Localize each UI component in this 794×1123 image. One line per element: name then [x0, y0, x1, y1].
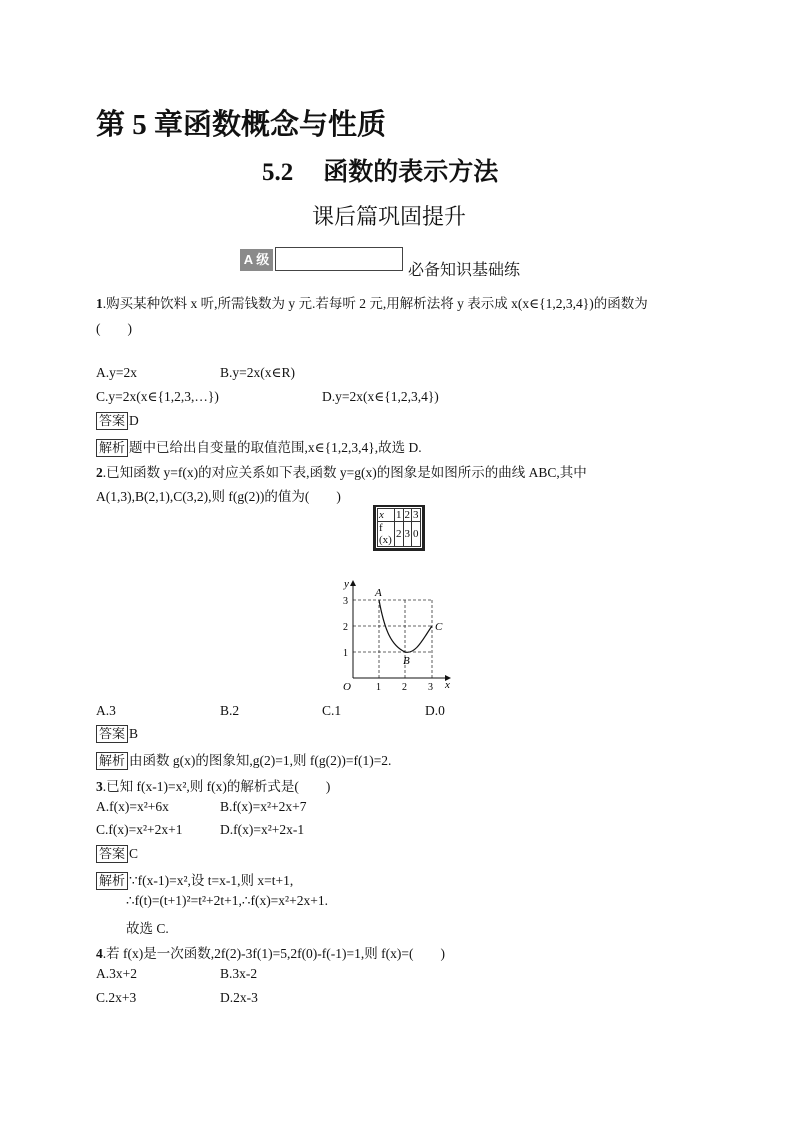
table-cell: 2 [395, 522, 404, 547]
q3-text: .已知 f(x-1)=x²,则 f(x)的解析式是( ) [102, 779, 331, 794]
answer-label: 答案 [96, 725, 128, 743]
origin-label: O [343, 681, 351, 693]
q1-number: 1 [96, 296, 103, 311]
q4-option-c: C.2x+3 [96, 990, 137, 1005]
point-label-a: A [375, 587, 382, 599]
function-table [373, 505, 425, 551]
q4-option-d: D.2x-3 [220, 990, 258, 1005]
q2-option-c: C.1 [322, 703, 342, 718]
q3-analysis-line3: 故选 C. [126, 921, 169, 936]
level-text: 必备知识基础练 [408, 262, 521, 279]
y-tick-label: 1 [343, 648, 348, 659]
y-tick-label: 3 [343, 596, 348, 607]
q3-option-a: A.f(x)=x²+6x [96, 799, 169, 814]
section-name: 函数的表示方法 [323, 159, 499, 186]
q1-stem [96, 292, 648, 312]
q2-text: .已知函数 y=f(x)的对应关系如下表,函数 y=g(x)的图象是如图所示的曲线 ABC,其中 [102, 465, 587, 480]
point-label-b: B [403, 655, 410, 667]
q2-stem-2: A(1,3),B(2,1),C(3,2),则 f(g(2))的值为( ) [96, 489, 341, 504]
level-tag-box [275, 247, 403, 271]
q3-analysis-text: ∵f(x-1)=x²,设 t=x-1,则 x=t+1, [129, 873, 294, 888]
q4-text: .若 f(x)是一次函数,2f(2)-3f(1)=5,2f(0)-f(-1)=1,则 f(x)=( ) [102, 946, 445, 961]
q1-paren: ( ) [96, 321, 132, 336]
q3-analysis-line2: ∴f(t)=(t+1)²=t²+2t+1,∴f(x)=x²+2x+1. [126, 893, 328, 908]
q2-answer [96, 725, 138, 743]
q2-answer-value: B [129, 726, 139, 741]
section-title [262, 152, 498, 188]
table-cell: f(x) [378, 522, 395, 547]
analysis-label: 解析 [96, 752, 128, 770]
point-label-c: C [435, 621, 443, 633]
q1-option-a: A.y=2x [96, 365, 137, 380]
x-tick-label: 1 [376, 682, 381, 693]
q1-option-c: C.y=2x(x∈{1,2,3,…}) [96, 389, 219, 404]
q1-text: .购买某种饮料 x 听,所需钱数为 y 元.若每听 2 元,用解析法将 y 表示成 x(x∈{1,2,3,4})的函数为 [102, 296, 648, 311]
table-cell: 2 [404, 509, 410, 521]
q1-option-d: D.y=2x(x∈{1,2,3,4}) [322, 389, 439, 404]
table-cell: 3 [413, 509, 419, 521]
q2-option-b: B.2 [220, 703, 240, 718]
y-axis-label: y [344, 578, 349, 590]
section-number: 5.2 [262, 159, 294, 186]
y-tick-label: 2 [343, 622, 348, 633]
analysis-label: 解析 [96, 872, 128, 890]
q3-option-c: C.f(x)=x²+2x+1 [96, 822, 183, 837]
q3-analysis [96, 869, 293, 890]
subtitle: 课后篇巩固提升 [312, 204, 467, 229]
x-axis-label: x [445, 679, 450, 691]
q2-option-a: A.3 [96, 703, 116, 718]
q1-answer [96, 412, 139, 430]
q1-option-b: B.y=2x(x∈R) [220, 365, 295, 380]
q3-option-d: D.f(x)=x²+2x-1 [220, 822, 305, 837]
q4-option-a: A.3x+2 [96, 966, 137, 981]
q3-answer [96, 845, 138, 863]
q1-analysis [96, 436, 422, 457]
level-tag: A 级 [240, 249, 273, 271]
q4-option-b: B.3x-2 [220, 966, 258, 981]
q1-analysis-text: 题中已给出自变量的取值范围,x∈{1,2,3,4},故选 D. [129, 440, 422, 455]
chapter-title: 第 5 章函数概念与性质 [96, 109, 387, 141]
q2-analysis [96, 749, 391, 770]
q3-stem [96, 775, 330, 795]
table-cell: 0 [412, 522, 421, 547]
q2-analysis-text: 由函数 g(x)的图象知,g(2)=1,则 f(g(2))=f(1)=2. [129, 753, 392, 768]
x-tick-label: 2 [402, 682, 407, 693]
q2-number: 2 [96, 465, 103, 480]
analysis-label: 解析 [96, 439, 128, 457]
q3-answer-value: C [129, 846, 139, 861]
table-cell: x [378, 509, 395, 522]
q2-stem [96, 461, 587, 481]
table-cell: 1 [396, 509, 402, 521]
answer-label: 答案 [96, 845, 128, 863]
q3-option-b: B.f(x)=x²+2x+7 [220, 799, 307, 814]
table-cell: 3 [403, 522, 412, 547]
answer-label: 答案 [96, 412, 128, 430]
q2-option-d: D.0 [425, 703, 445, 718]
q4-stem [96, 942, 445, 962]
x-tick-label: 3 [428, 682, 433, 693]
q3-number: 3 [96, 779, 103, 794]
q4-number: 4 [96, 946, 103, 961]
g-graph [338, 575, 458, 693]
grid-lines [353, 600, 432, 678]
q1-answer-value: D [129, 413, 139, 428]
